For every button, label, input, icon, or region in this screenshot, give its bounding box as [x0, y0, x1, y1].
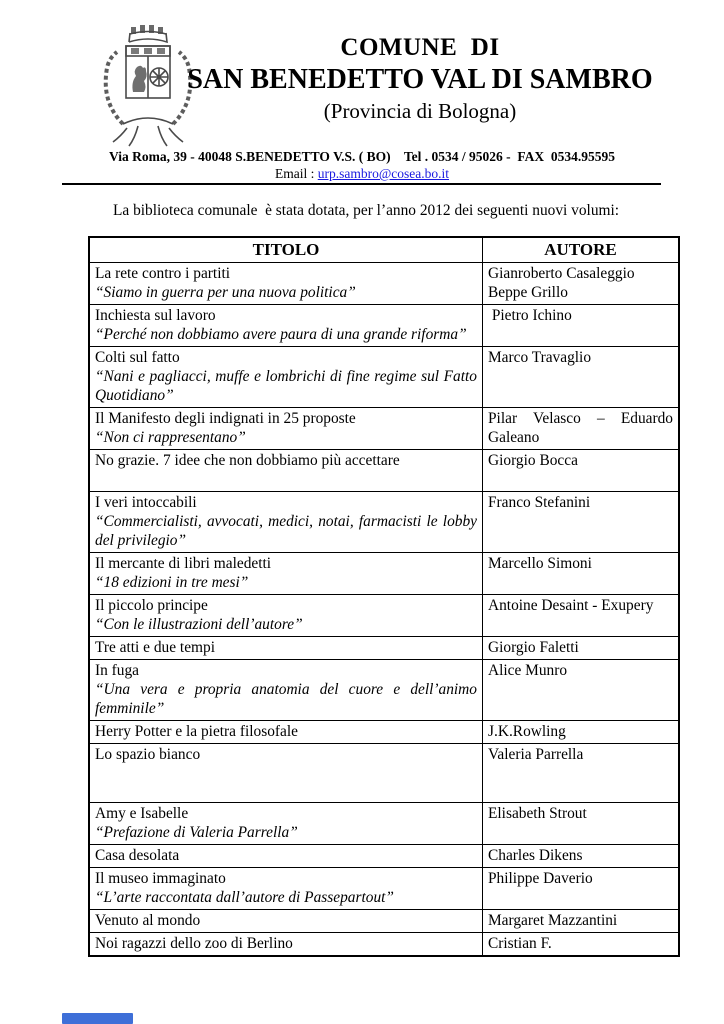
title-cell: [90, 910, 483, 932]
title-cell: [90, 660, 483, 720]
book-title: Tre atti e due tempi: [95, 639, 215, 656]
title-cell: [90, 637, 483, 659]
title-cell: [90, 845, 483, 867]
title-cell: [90, 744, 483, 802]
author-cell: [483, 803, 678, 844]
municipality-title-line1: COMUNE DI: [340, 34, 500, 61]
book-author: Giorgio Bocca: [488, 452, 578, 469]
email-label: Email :: [274, 166, 318, 181]
table-row: [90, 636, 678, 659]
table-row: [90, 659, 678, 720]
book-title: Il mercante di libri maledetti: [95, 555, 272, 572]
table-row: [90, 743, 678, 802]
book-author: Alice Munro: [488, 662, 568, 679]
author-cell: [483, 347, 678, 407]
book-author: Gianroberto Casaleggio: [488, 265, 635, 282]
table-row: [90, 346, 678, 407]
author-cell: [483, 305, 678, 346]
table-row: [90, 720, 678, 743]
table-row: [90, 449, 678, 491]
book-author: Marcello Simoni: [488, 555, 592, 572]
book-subtitle: “L’arte raccontata dall’autore di Passepartout”: [95, 889, 394, 906]
book-author: Philippe Daverio: [488, 870, 593, 887]
table-row: [90, 262, 678, 304]
address-line: Via Roma, 39 - 40048 S.BENEDETTO V.S. ( BO) Tel . 0534 / 95026 - FAX 0534.95595: [109, 149, 615, 164]
document-header: [170, 34, 670, 124]
title-cell: [90, 347, 483, 407]
book-title: Colti sul fatto: [95, 349, 180, 366]
book-author: Elisabeth Strout: [488, 805, 587, 822]
author-cell: [483, 721, 678, 743]
book-subtitle: “Non ci rappresentano”: [95, 429, 246, 446]
province-subtitle: (Provincia di Bologna): [323, 99, 517, 123]
book-title: Lo spazio bianco: [95, 746, 201, 763]
author-cell: [483, 637, 678, 659]
book-author: Pilar Velasco – Eduardo Galeano: [488, 410, 673, 446]
email-link[interactable]: urp.sambro@cosea.bo.it: [317, 166, 450, 181]
title-cell: [90, 803, 483, 844]
table-row: [90, 491, 678, 552]
author-cell: [483, 595, 678, 636]
email-line: [0, 166, 724, 182]
book-title: I veri intoccabili: [95, 494, 197, 511]
book-author-2: Beppe Grillo: [488, 284, 568, 301]
bottom-scrollbar-thumb[interactable]: [62, 1013, 133, 1024]
table-row: [90, 552, 678, 594]
title-cell: [90, 263, 483, 304]
author-cell: [483, 868, 678, 909]
table-row: [90, 304, 678, 346]
book-title: Noi ragazzi dello zoo di Berlino: [95, 935, 293, 952]
book-subtitle: “18 edizioni in tre mesi”: [95, 574, 249, 591]
author-cell: [483, 660, 678, 720]
book-author: Pietro Ichino: [488, 307, 572, 324]
title-cell: [90, 721, 483, 743]
title-cell: [90, 553, 483, 594]
book-subtitle: “Nani e pagliacci, muffe e lombrichi di fine regime sul Fatto Quotidiano”: [95, 368, 477, 404]
book-subtitle: “Commercialisti, avvocati, medici, notai, farmacisti le lobby del privilegio”: [95, 513, 477, 549]
book-author: Charles Dikens: [488, 847, 583, 864]
book-title: Amy e Isabelle: [95, 805, 189, 822]
author-column-header: AUTORE: [544, 240, 617, 259]
book-subtitle: “Prefazione di Valeria Parrella”: [95, 824, 298, 841]
title-cell: [90, 933, 483, 955]
author-cell: [483, 492, 678, 552]
table-row: [90, 594, 678, 636]
book-title: La rete contro i partiti: [95, 265, 231, 282]
book-author: Valeria Parrella: [488, 746, 584, 763]
book-title: Il piccolo principe: [95, 597, 208, 614]
book-author: Antoine Desaint - Exupery: [488, 597, 654, 614]
book-table: [88, 236, 680, 957]
author-cell: [483, 553, 678, 594]
book-title: Il Manifesto degli indignati in 25 proposte: [95, 410, 356, 427]
book-author: Franco Stefanini: [488, 494, 591, 511]
book-subtitle: “Una vera e propria anatomia del cuore e dell’animo femminile”: [95, 681, 477, 717]
table-row: [90, 802, 678, 844]
book-title: No grazie. 7 idee che non dobbiamo più accettare: [95, 452, 400, 469]
book-author: Margaret Mazzantini: [488, 912, 618, 929]
title-cell: [90, 595, 483, 636]
author-cell: [483, 744, 678, 802]
table-row: [90, 867, 678, 909]
intro-text: La biblioteca comunale è stata dotata, per l’anno 2012 dei seguenti nuovi volumi:: [113, 202, 620, 219]
table-row: [90, 932, 678, 955]
header-divider: [62, 183, 661, 185]
book-subtitle: “Siamo in guerra per una nuova politica”: [95, 284, 356, 301]
author-cell: [483, 450, 678, 491]
table-row: [90, 844, 678, 867]
book-title: Il museo immaginato: [95, 870, 226, 887]
title-column-header: TITOLO: [90, 238, 483, 262]
book-title: Venuto al mondo: [95, 912, 201, 929]
book-subtitle: “Con le illustrazioni dell’autore”: [95, 616, 303, 633]
book-title: Casa desolata: [95, 847, 180, 864]
author-cell: [483, 933, 678, 955]
book-author: Marco Travaglio: [488, 349, 592, 366]
book-author: J.K.Rowling: [488, 723, 566, 740]
book-subtitle: “Perché non dobbiamo avere paura di una grande riforma”: [95, 326, 467, 343]
municipality-title-line2: SAN BENEDETTO VAL DI SAMBRO: [187, 64, 653, 95]
author-cell: [483, 910, 678, 932]
table-row: [90, 909, 678, 932]
book-title: Inchiesta sul lavoro: [95, 307, 216, 324]
author-cell: [483, 408, 678, 449]
author-cell: [483, 845, 678, 867]
book-title: Herry Potter e la pietra filosofale: [95, 723, 298, 740]
table-row: [90, 407, 678, 449]
table-header-row: [90, 238, 678, 262]
book-author: Giorgio Faletti: [488, 639, 579, 656]
title-cell: [90, 305, 483, 346]
title-cell: [90, 868, 483, 909]
book-title: In fuga: [95, 662, 140, 679]
title-cell: [90, 492, 483, 552]
title-cell: [90, 450, 483, 491]
author-cell: [483, 263, 678, 304]
title-cell: [90, 408, 483, 449]
book-author: Cristian F.: [488, 935, 552, 952]
